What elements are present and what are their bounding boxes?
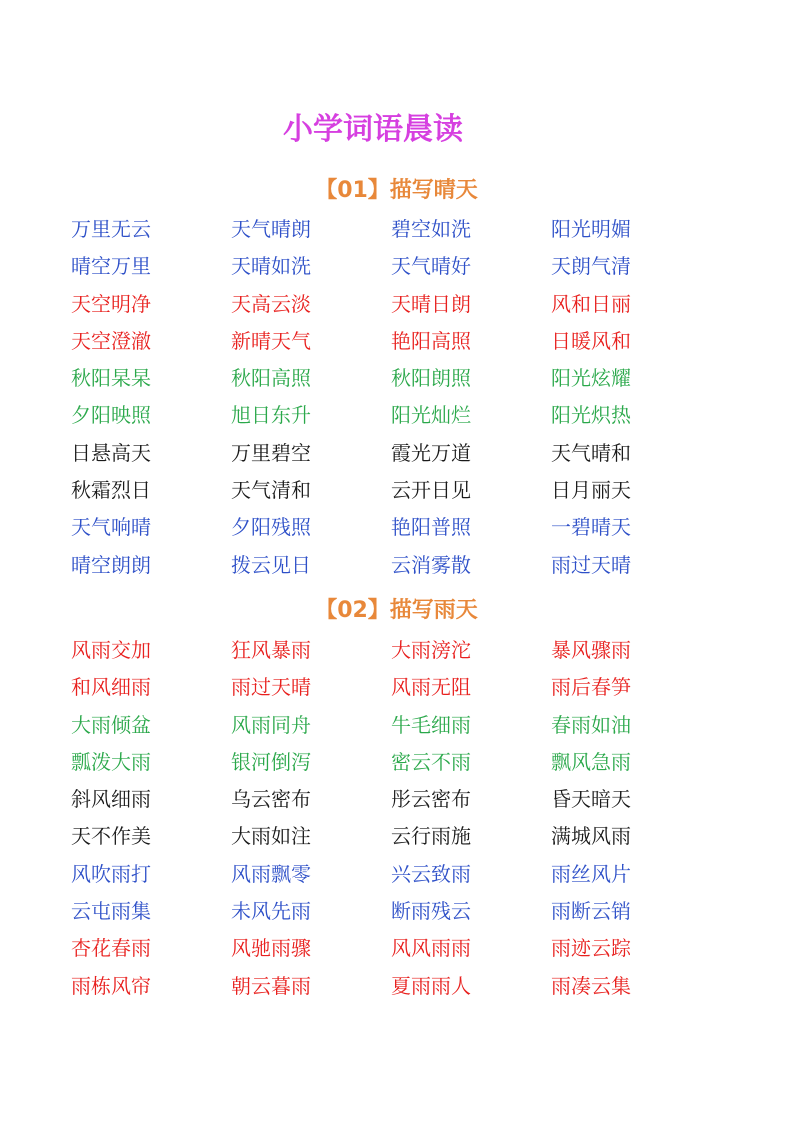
word-row <box>0 633 793 670</box>
word-row <box>0 819 793 856</box>
word-item: 大雨倾盆 <box>71 712 151 737</box>
word-item: 云消雾散 <box>391 552 471 577</box>
word-item: 天晴日朗 <box>391 291 471 316</box>
word-row <box>0 398 793 435</box>
word-item: 晴空朗朗 <box>71 552 151 577</box>
word-item: 未风先雨 <box>231 899 311 924</box>
word-item: 乌云密布 <box>231 787 311 812</box>
word-item: 云开日见 <box>391 478 471 503</box>
word-item: 夕阳映照 <box>71 403 151 428</box>
word-row <box>0 361 793 398</box>
word-item: 艳阳高照 <box>391 328 471 353</box>
word-item: 风风雨雨 <box>391 936 471 961</box>
word-item: 彤云密布 <box>391 787 471 812</box>
word-item: 夕阳残照 <box>231 515 311 540</box>
word-item: 云屯雨集 <box>71 899 151 924</box>
word-item: 天气响晴 <box>71 515 151 540</box>
word-item: 昏天暗天 <box>551 787 631 812</box>
word-item: 日悬高天 <box>71 440 151 465</box>
word-item: 旭日东升 <box>231 403 311 428</box>
word-item: 大雨如注 <box>231 824 311 849</box>
word-row <box>0 212 793 249</box>
word-item: 银河倒泻 <box>231 749 311 774</box>
word-item: 阳光炽热 <box>551 403 631 428</box>
word-item: 雨过天晴 <box>551 552 631 577</box>
word-item: 天气晴和 <box>551 440 631 465</box>
word-item: 天不作美 <box>71 824 151 849</box>
word-item: 天气清和 <box>231 478 311 503</box>
word-item: 风雨交加 <box>71 638 151 662</box>
word-item: 天高云淡 <box>231 291 311 316</box>
word-row <box>0 436 793 473</box>
word-item: 雨丝风片 <box>551 861 631 886</box>
word-item: 拨云见日 <box>231 552 311 577</box>
word-row <box>0 670 793 707</box>
word-item: 雨断云销 <box>551 899 631 924</box>
word-item: 雨凑云集 <box>551 973 631 998</box>
word-row <box>0 745 793 782</box>
word-item: 风雨无阻 <box>391 675 471 700</box>
word-item: 风和日丽 <box>551 291 631 316</box>
word-row <box>0 782 793 819</box>
word-grid-rainy <box>0 633 793 1006</box>
word-row <box>0 473 793 510</box>
word-item: 满城风雨 <box>551 824 631 849</box>
word-item: 密云不雨 <box>391 749 471 774</box>
word-item: 朝云暮雨 <box>231 973 311 998</box>
word-item: 新晴天气 <box>231 328 311 353</box>
word-item: 阳光明媚 <box>551 217 631 241</box>
word-item: 斜风细雨 <box>71 787 151 812</box>
word-item: 秋阳朗照 <box>391 366 471 391</box>
word-item: 秋霜烈日 <box>71 478 151 503</box>
word-item: 秋阳高照 <box>231 366 311 391</box>
word-row <box>0 548 793 585</box>
word-item: 风驰雨骤 <box>231 936 311 961</box>
word-item: 暴风骤雨 <box>551 638 631 662</box>
word-item: 杏花春雨 <box>71 936 151 961</box>
word-item: 狂风暴雨 <box>231 638 311 662</box>
word-item: 日月丽天 <box>551 478 631 503</box>
word-row <box>0 324 793 361</box>
word-item: 晴空万里 <box>71 254 151 279</box>
word-item: 一碧晴天 <box>551 515 631 540</box>
word-row <box>0 287 793 324</box>
word-item: 断雨残云 <box>391 899 471 924</box>
word-item: 天空澄澈 <box>71 328 151 353</box>
word-grid-sunny <box>0 212 793 585</box>
word-item: 雨后春笋 <box>551 675 631 700</box>
word-row <box>0 708 793 745</box>
word-item: 云行雨施 <box>391 824 471 849</box>
word-item: 风雨飘零 <box>231 861 311 886</box>
section-heading-sunny: 【01】描写晴天 <box>315 178 478 203</box>
word-item: 牛毛细雨 <box>391 712 471 737</box>
word-row <box>0 894 793 931</box>
word-item: 万里无云 <box>71 217 151 241</box>
word-item: 天晴如洗 <box>231 254 311 279</box>
word-item: 雨栋风帘 <box>71 973 151 998</box>
word-item: 风吹雨打 <box>71 861 151 886</box>
word-item: 飘风急雨 <box>551 749 631 774</box>
word-row <box>0 931 793 968</box>
word-item: 碧空如洗 <box>391 217 471 241</box>
word-item: 天气晴好 <box>391 254 471 279</box>
word-item: 天朗气清 <box>551 254 631 279</box>
word-item: 阳光灿烂 <box>391 403 471 428</box>
word-item: 霞光万道 <box>391 440 471 465</box>
word-item: 和风细雨 <box>71 675 151 700</box>
section-heading-rainy: 【02】描写雨天 <box>315 598 478 623</box>
word-row <box>0 510 793 547</box>
page-title: 小学词语晨读 <box>283 112 463 147</box>
word-row <box>0 249 793 286</box>
word-item: 春雨如油 <box>551 712 631 737</box>
word-item: 天气晴朗 <box>231 217 311 241</box>
word-item: 大雨滂沱 <box>391 638 471 662</box>
word-item: 雨过天晴 <box>231 675 311 700</box>
word-item: 瓢泼大雨 <box>71 749 151 774</box>
word-item: 兴云致雨 <box>391 861 471 886</box>
word-item: 雨迹云踪 <box>551 936 631 961</box>
word-item: 夏雨雨人 <box>391 973 471 998</box>
word-item: 秋阳杲杲 <box>71 366 151 391</box>
word-item: 万里碧空 <box>231 440 311 465</box>
word-row <box>0 969 793 1006</box>
word-item: 阳光炫耀 <box>551 366 631 391</box>
word-item: 日暖风和 <box>551 328 631 353</box>
word-item: 艳阳普照 <box>391 515 471 540</box>
word-item: 风雨同舟 <box>231 712 311 737</box>
word-row <box>0 857 793 894</box>
word-item: 天空明净 <box>71 291 151 316</box>
